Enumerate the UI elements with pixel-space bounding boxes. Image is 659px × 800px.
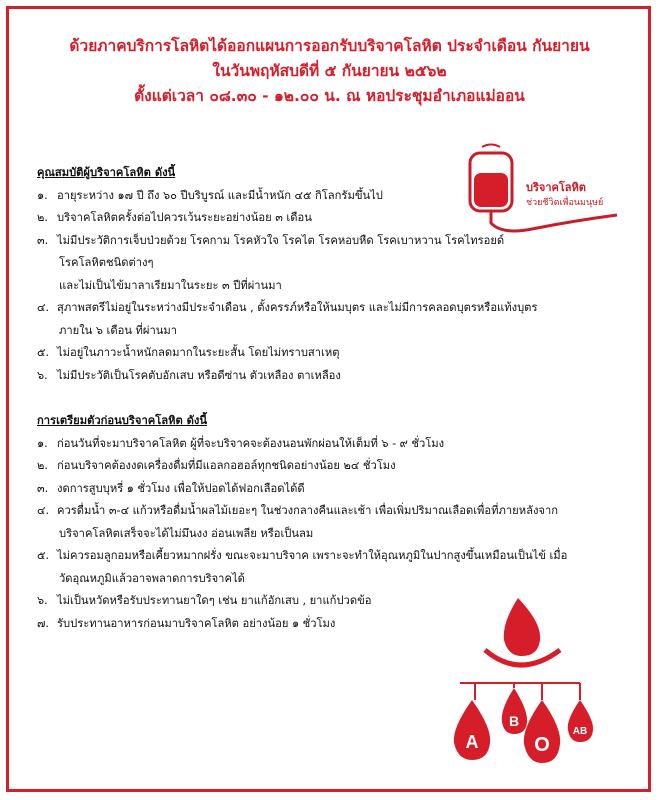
header-line-2: ในวันพฤหัสบดีที่ ๕ กันยายน ๒๕๖๒: [212, 62, 447, 80]
qualification-item: [37, 230, 537, 253]
preparation-item: [37, 478, 567, 501]
item-text: ไม่เป็นหวัดหรือรับประทานยาใดๆ เช่น ยาแก้อักเสบ , ยาแก้ปวดข้อ: [57, 594, 372, 607]
item-text: ไม่มีประวัติเป็นโรคตับอักเสบ หรือดีซ่าน ตัวเหลือง ตาเหลือง: [57, 368, 341, 382]
item-continuation: บริจาคโลหิตเสร็จจะได้ไม่มึนงง อ่อนเพลีย หรือเป็นลม: [59, 526, 314, 540]
item-number: ๒.: [37, 459, 48, 472]
item-number: ๖.: [37, 368, 48, 382]
header-line-1: ด้วยภาคบริการโลหิตได้ออกแผนการออกรับบริจาคโลหิต ประจำเดือน กันยายน: [69, 37, 590, 55]
item-text: ก่อนวันที่จะมาบริจาคโลหิต ผู้ที่จะบริจาคจะต้องนอนพักผ่อนให้เต็มที่ ๖ - ๙ ชั่วโมง: [57, 436, 445, 450]
svg-text:B: B: [508, 713, 520, 729]
announcement-header: [0, 34, 659, 109]
qualifications-list: [37, 185, 537, 388]
item-number: ๒.: [37, 211, 48, 224]
item-continuation: ภายใน ๖ เดือน ที่ผ่านมา: [59, 323, 178, 337]
item-continuation: วัดอุณหภูมิแล้วอาจพลาดการบริจาคได้: [59, 571, 245, 585]
heart-drop-icon: [485, 598, 560, 665]
item-text: ไม่มีประวัติการเจ็บป่วยด้วย โรคกาม โรคหัวใจ โรคไต โรคหอบหืด โรคเบาหวาน โรคไทรอยด์: [57, 233, 505, 247]
preparation-item: [37, 433, 567, 456]
blood-type-ab-drop: [568, 700, 593, 742]
qualification-item: [37, 365, 537, 388]
logo-text-primary: บริจาคโลหิต: [526, 181, 586, 194]
item-number: ๔.: [37, 301, 50, 314]
item-number: ๓.: [37, 233, 49, 247]
svg-text:A: A: [465, 732, 479, 752]
item-text: รับประทานอาหารก่อนมาบริจาคโลหิต อย่างน้อย ๑ ชั่วโมง: [57, 616, 336, 630]
preparation-item: [37, 500, 567, 523]
item-text: อายุระหว่าง ๑๗ ปี ถึง ๖๐ ปีบริบูรณ์ และมีน้ำหนัก ๔๕ กิโลกรัมขึ้นไป: [57, 188, 383, 202]
blood-type-o-drop: [524, 700, 560, 763]
svg-text:O: O: [534, 734, 550, 756]
item-number: ๑.: [37, 436, 48, 450]
preparation-heading: การเตรียมตัวก่อนบริจาคโลหิต ดังนี้: [37, 414, 207, 427]
item-continuation: และไม่เป็นไข้มาลาเรียมาในระยะ ๓ ปีที่ผ่านมา: [59, 278, 282, 292]
item-text: ไม่ควรอมลูกอมหรือเคี้ยวหมากฝรั่ง ขณะจะมาบริจาค เพราะจะทำให้อุณหภูมิในปากสูงขึ้นเหมือนเป็นไข้ เมื่อ: [57, 549, 568, 562]
qualification-item: [37, 297, 537, 320]
item-number: ๔.: [37, 504, 50, 517]
item-number: ๕.: [37, 346, 50, 359]
item-number: ๕.: [37, 549, 50, 562]
qualification-item: [37, 342, 537, 365]
logo-text-secondary: ช่วยชีวิตเพื่อนมนุษย์: [526, 198, 604, 208]
qualifications-section: [37, 162, 537, 387]
item-number: ๖.: [37, 594, 48, 607]
item-text: บริจาคโลหิตครั้งต่อไปควรเว้นระยะอย่างน้อย ๓ เดือน: [57, 211, 312, 224]
blood-type-a-drop: [454, 700, 490, 760]
preparation-item: [37, 455, 567, 478]
item-text: งดการสูบบุหรี่ ๑ ชั่วโมง เพื่อให้ปอดได้ฟอกเลือดได้ดี: [57, 481, 305, 495]
header-line-3: ตั้งแต่เวลา ๐๘.๓๐ - ๑๒.๐๐ น. ณ หอประชุมอำเภอแม่ออน: [134, 87, 525, 105]
preparation-item: [37, 545, 567, 568]
qualifications-heading: คุณสมบัติผู้บริจาคโลหิต ดังนี้: [37, 166, 176, 179]
item-text: สุภาพสตรีไม่อยู่ในระหว่างมีประจำเดือน , ตั้งครรภ์หรือให้นมบุตร และไม่มีการคลอดบุตรหรือแท้งบุตร: [57, 301, 538, 314]
qualification-item: [37, 185, 537, 208]
item-continuation: โรคโลหิตชนิดต่างๆ: [59, 256, 154, 269]
item-text: ควรดื่มน้ำ ๓-๔ แก้วหรือดื่มน้ำผลไม้เยอะๆ ในช่วงกลางคืนและเช้า เพื่อเพิ่มปริมาณเลือดเพื่อที่ภายหลังจาก: [57, 504, 559, 517]
qualification-item: [37, 207, 537, 230]
item-number: ๑.: [37, 188, 48, 202]
item-text: ไม่อยู่ในภาวะน้ำหนักลดมากในระยะสั้น โดยไม่ทราบสาเหตุ: [57, 346, 340, 359]
item-text: ก่อนบริจาคต้องงดเครื่องดื่มที่มีแอลกอฮอล์ทุกชนิดอย่างน้อย ๒๔ ชั่วโมง: [57, 459, 396, 472]
blood-donation-illustration: [430, 588, 610, 778]
blood-type-b-drop: [502, 688, 527, 734]
item-number: ๓.: [37, 481, 49, 495]
svg-text:AB: AB: [572, 726, 588, 737]
item-number: ๗.: [37, 616, 49, 630]
